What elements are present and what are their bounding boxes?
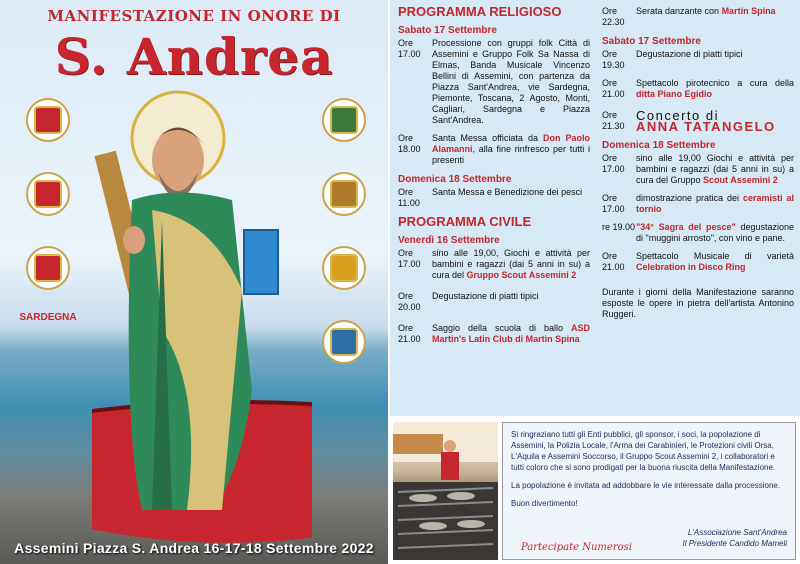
sponsor-logo-2 [26, 172, 70, 216]
event-row [602, 49, 794, 71]
event-desc: "34° Sagra del pesce" degustazione di "muggini arrosto", con vino e pane. [636, 222, 795, 243]
event-time: Ore 21.00 [398, 323, 421, 344]
event-desc: Degustazione di piatti tipici [432, 291, 539, 301]
event-desc: sino alle 19,00, Giochi e attività per bambini e ragazzi (dai 5 anni in su) a cura del Gruppo Scout Assemini 2 [432, 248, 590, 280]
event-time: Ore 21.00 [602, 251, 625, 272]
thanks-box [502, 422, 796, 560]
event-desc: Santa Messa e Benedizione dei pesci [432, 187, 583, 197]
event-desc: Spettacolo Musicale di varietà Celebration in Disco Ring [636, 251, 794, 272]
sponsor-logo-1 [26, 98, 70, 142]
decoration-note: La popolazione è invitata ad addobbare le vie interessate dalla processione. [511, 481, 781, 490]
civil-day-3: Domenica 18 Settembre [602, 140, 716, 151]
sagra-logo [322, 246, 366, 290]
signature: L'Associazione Sant'Andrea Il Presidente Candido Mameli [682, 528, 787, 548]
event-desc: Processione con gruppi folk Città di Assemini e Gruppo Folk Sa Nassa di Elmas, Banda Musicale Vincenzo Bellini di Assemini, con partenza da Piazza Sant'Andrea, vie Sardegna, Piemonte, Toscana, 2 Agosto, Monti, Cagliari, Sardegna e Piazza Sant'Andrea. [432, 38, 590, 125]
event-time: Ore 11.00 [398, 187, 420, 208]
logos-left [18, 98, 78, 323]
sponsor-logo-3 [26, 246, 70, 290]
event-poster [0, 0, 388, 564]
region-label: SARDEGNA [19, 312, 77, 323]
event-row [602, 78, 794, 100]
event-row [398, 248, 590, 281]
event-row [602, 251, 794, 273]
exhibition-note: Durante i giorni della Manifestazione saranno esposte le opere in pietra dell'artista Antonino Ruggeri. [602, 287, 794, 319]
event-time: Ore 22.30 [602, 6, 625, 27]
thanks-paragraph: Si ringraziano tutti gli Enti pubblici, gli sponsor, i soci, la popolazione di Assemini, la Polizia Locale, l'Arma dei Carabinieri, le Protezioni civili Orsa, L'Aquila e Assemini Soccorso, il Gruppo Scout Assemini 2, i collaboratori e tutti coloro che si sono prodigati per la buona riuscita della Manifestazione. [511, 430, 776, 472]
logos-right [314, 98, 374, 394]
slogan: Partecipate Numerosi [521, 542, 632, 553]
civil-header: PROGRAMMA CIVILE [398, 214, 532, 229]
municipality-logo [322, 98, 366, 142]
civil-day-1: Venerdì 16 Settembre [398, 235, 500, 246]
event-row [398, 38, 590, 126]
event-desc: Serata danzante con Martin Spina [636, 6, 776, 16]
event-desc: Saggio della scuola di ballo ASD Martin's Latin Club di Martin Spina [432, 323, 590, 344]
program-column-1 [398, 0, 590, 352]
event-time: Ore 21.00 [602, 78, 625, 99]
poster-header [0, 0, 388, 86]
program-panel [390, 0, 800, 416]
event-time: re 19.00 [602, 222, 636, 232]
event-desc: Santa Messa officiata da Don Paolo Alamanni, alla fine rinfresco per tutti i presenti [432, 133, 591, 165]
grill-photo [393, 422, 498, 560]
event-desc: sino alle 19,00 Giochi e attività per bambini e ragazzi (dai 5 anni in su) a cura del Gruppo Scout Assemini 2 [636, 153, 794, 185]
event-row [398, 187, 590, 209]
event-row [602, 193, 794, 215]
civil-day-2: Sabato 17 Settembre [602, 36, 701, 47]
event-desc: Spettacolo pirotecnico a cura della ditta Piano Egidio [636, 78, 794, 99]
event-time: Ore 17.00 [602, 153, 625, 174]
event-row [398, 133, 590, 166]
event-time: Ore 21.30 [602, 110, 625, 131]
event-row [602, 110, 794, 132]
event-row [602, 6, 794, 28]
religious-day-2: Domenica 18 Settembre [398, 174, 512, 185]
event-row [602, 153, 794, 186]
event-desc: Concerto di ANNA TATANGELO [636, 108, 776, 134]
saint-andrew-statue-illustration [92, 90, 312, 550]
event-time: Ore 20.00 [398, 291, 421, 312]
religious-header: PROGRAMMA RELIGIOSO [398, 4, 562, 19]
tourism-logo [322, 320, 366, 364]
event-time: Ore 17.00 [398, 248, 421, 269]
thanks-section [390, 418, 800, 564]
event-time: Ore 17.00 [602, 193, 625, 214]
event-time: Ore 19.30 [602, 49, 625, 70]
religious-day-1: Sabato 17 Settembre [398, 25, 497, 36]
poster-footer: Assemini Piazza S. Andrea 16-17-18 Settembre 2022 [14, 540, 374, 556]
event-desc: dimostrazione pratica dei ceramisti al tornio [636, 193, 794, 214]
event-desc: Degustazione di piatti tipici [636, 49, 743, 59]
greeting: Buon divertimento! [511, 499, 578, 508]
event-row [398, 323, 590, 345]
association-logo [322, 172, 366, 216]
event-time: Ore 17.00 [398, 38, 421, 59]
book-shape [244, 230, 278, 294]
poster-supertitle: MANIFESTAZIONE IN ONORE DI [47, 7, 341, 25]
program-column-2 [602, 0, 794, 320]
event-time: Ore 18.00 [398, 133, 421, 154]
poster-title: S. Andrea [54, 27, 334, 86]
event-row [602, 222, 794, 244]
event-row [398, 291, 590, 313]
